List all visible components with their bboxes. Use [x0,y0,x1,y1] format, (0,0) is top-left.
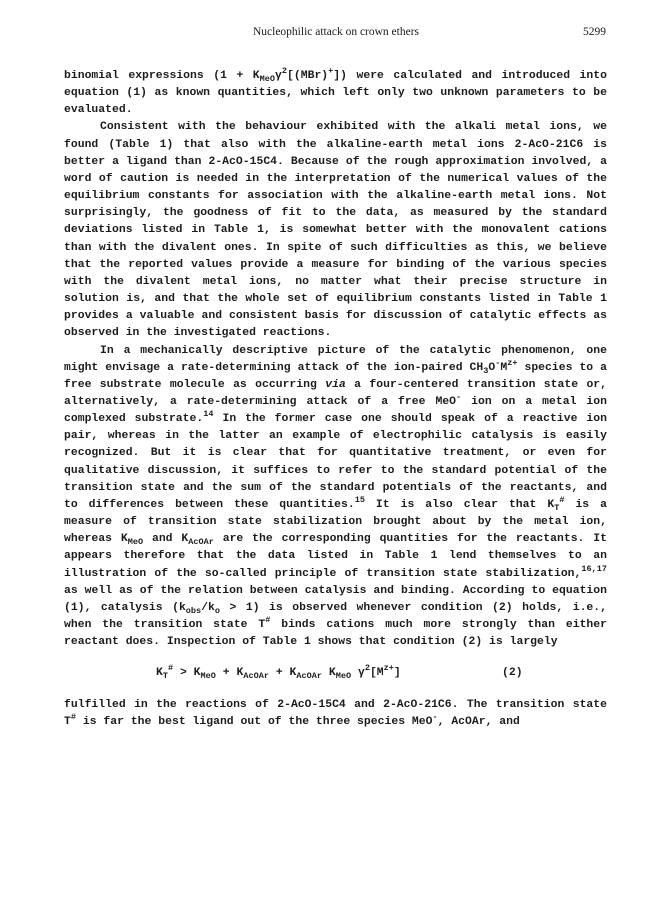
running-header [66,26,606,42]
citation-15: 15 [354,494,365,505]
article-body [64,68,607,732]
paragraph-fulfilled: fulfilled in the reactions of 2-AcO-15C4 and 2-AcO-21C6. The transition state T# is far the best ligand out of the three species MeO-, AcOAr, and [64,699,607,729]
page-number: 5299 [583,26,606,38]
running-title: Nucleophilic attack on crown ethers [252,26,420,38]
equation-expression: $K_T^{\#} > K_{MeO} + K_{AcOAr} + K_{AcOAr}$ $K_{MeO}$ $\gamma^2[M^{z+}]$ [156,663,401,682]
paragraph-mechanism: In a mechanically descriptive picture of the catalytic phenomenon, one might envisage a rate-determining attack of the ion-paired $CH_3O^-M^{z+}$ species to a free substrate molecule as occurring via a four-centered transition state or, alternatively, a rate-determining attack of a free MeO- ion on a metal ion complexed substrate.$^{14}$ In the former case one should speak of a reactive ion pair, whereas in the latter an example of electrophilic catalysis is easily recognized. But it is clear that for quantitative treatment, or even for qualitative discussion, it suffices to refer to the standard potential of the transition state and the sum of the standard potentials of the reactants, and to differences between these quantities.$^{15}$ It is also clear that $K_T^{\#}$ is a measure of transition state stabilization brought about by the metal ion, whereas $K_{MeO}$ and $K_{AcOAr}$ are the corresponding quantities for the reactants. It appears therefore that the data listed in Table 1 lend themselves to an illustration of the so-called principle of transition state stabilization,$^{16,17}$ as well as of the relation between catalysis and binding. According to equation (1), catalysis $(k_{obs}/k_o > 1)$ is observed whenever condition (2) holds, i.e., when the transition state T# binds cations much more strongly than either reactant does. Inspection of Table 1 shows that condition (2) is largely [64,344,608,649]
citation-14: 14 [203,409,214,420]
citation-16-17: 16,17 [581,563,607,574]
paragraph-binomial: binomial expressions $(1 + K_{MeO}\gamma^2[(MBr)^+])$ were calculated and introduced into equation (1) as known quantities, which left only two unknown parameters to be evaluated. [64,66,607,117]
paragraph-alkaline-earth: Consistent with the behaviour exhibited with the alkali metal ions, we found (Table 1) that also with the alkaline-earth metal ions 2-AcO-21C6 is better a ligand than 2-AcO-15C4. Because of the rough approximation involved, a word of caution is needed in the interpretation of the numerical values of the equilibrium constants for association with the alkaline-earth metal ions. Not surprisingly, the goodness of fit to the data, as measured by the standard deviations listed in Table 1, is somewhat better with the monovalent cations than with the divalent ones. In spite of such difficulties as this, we believe that the reported values provide a measure for binding of the various species with the divalent metal ions, no matter what their precise structure in solution is, and that the whole set of equilibrium constants listed in Table 1 provides a valuable and consistent basis for discussion of catalytic effects as observed in the investigated reactions. [64,121,607,340]
equation-number: (2) [502,667,523,680]
equation-2 [64,663,607,685]
